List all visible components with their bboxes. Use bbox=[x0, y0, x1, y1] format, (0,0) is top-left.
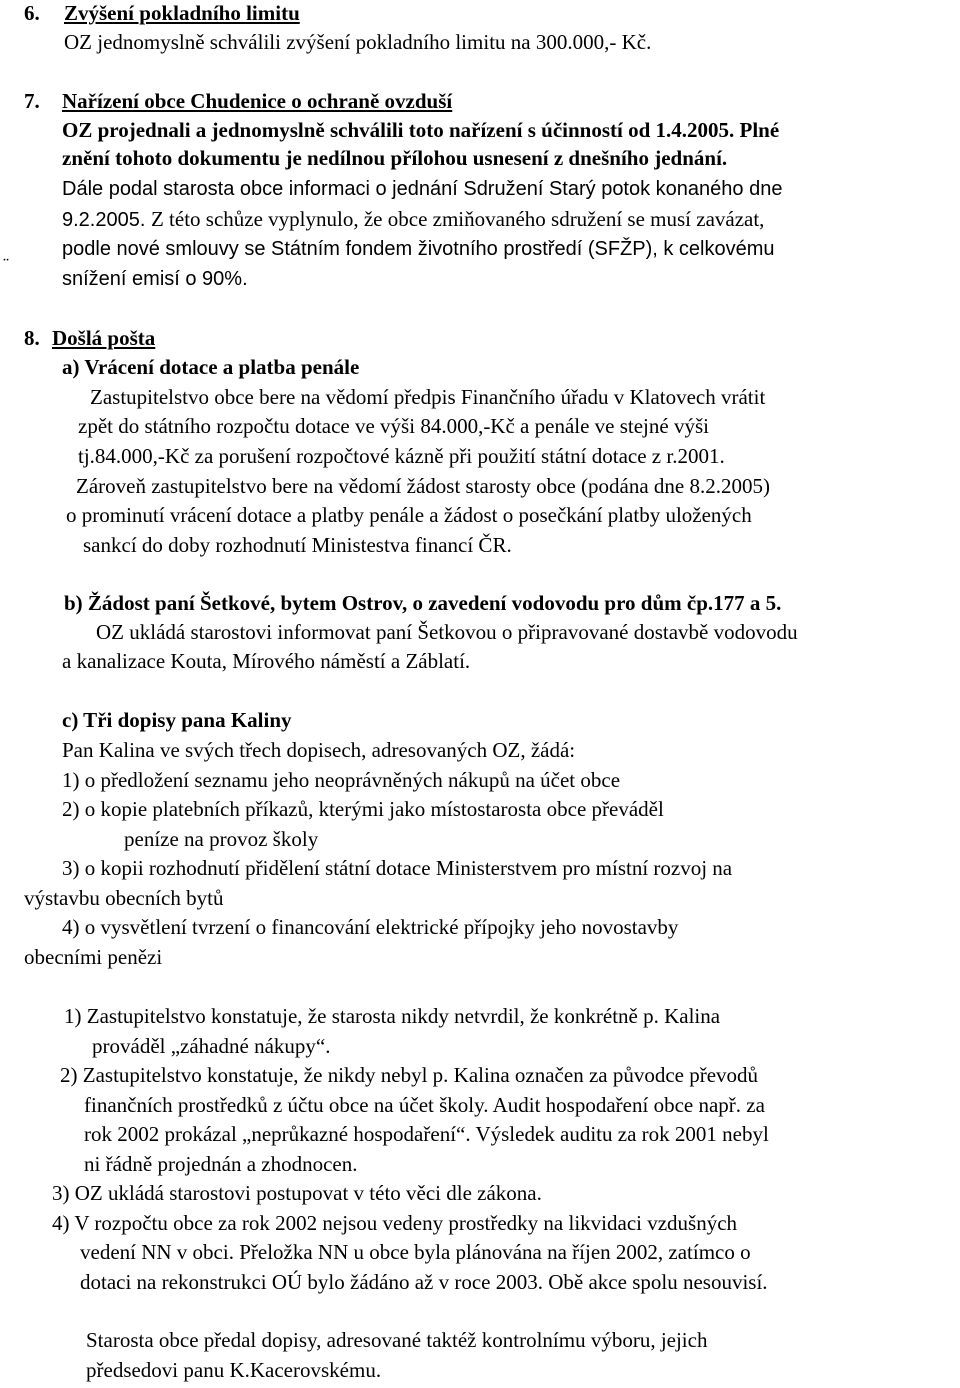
subsection-b-line: OZ ukládá starostovi informovat paní Šetkovou o připravované dostavbě vodovodu bbox=[96, 620, 798, 644]
answer-item: ni řádně projednán a zhodnocen. bbox=[84, 1152, 358, 1176]
section-7-line: snížení emisí o 90%. bbox=[62, 268, 248, 290]
request-item: 4) o vysvětlení tvrzení o financování elektrické přípojky jeho novostavby bbox=[62, 915, 679, 939]
stray-mark: ¨ bbox=[3, 254, 9, 274]
section-8-number: 8. bbox=[24, 326, 40, 350]
section-7-title: Nařízení obce Chudenice o ochraně ovzduší bbox=[62, 89, 453, 113]
section-7-date: 9.2.2005. bbox=[62, 209, 146, 231]
answer-item: vedení NN v obci. Přeložka NN u obce byla plánována na říjen 2002, zatímco o bbox=[80, 1240, 751, 1264]
section-7-date-text: Z této schůze vyplynulo, že obce zmiňovaného sdružení se musí zavázat, bbox=[150, 207, 765, 231]
subsection-a-line: Zastupitelstvo obce bere na vědomí předpis Finančního úřadu v Klatovech vrátit bbox=[90, 385, 766, 409]
section-7-line: podle nové smlouvy se Státním fondem životního prostředí (SFŽP), k celkovému bbox=[62, 238, 775, 260]
request-item: 3) o kopii rozhodnutí přidělení státní dotace Ministerstvem pro místní rozvoj na bbox=[62, 856, 733, 880]
request-item: peníze na provoz školy bbox=[124, 827, 319, 851]
section-6-number: 6. bbox=[24, 1, 40, 25]
answer-item: rok 2002 prokázal „neprůkazné hospodaření“. Výsledek auditu za rok 2001 nebyl bbox=[84, 1122, 769, 1146]
answer-item: finančních prostředků z účtu obce na účet školy. Audit hospodaření obce např. za bbox=[84, 1093, 765, 1117]
subsection-b-line: a kanalizace Kouta, Mírového náměstí a Záblatí. bbox=[62, 649, 471, 673]
section-6-title: Zvýšení pokladního limitu bbox=[64, 1, 300, 25]
subsection-a-line: sankcí do doby rozhodnutí Ministestva financí ČR. bbox=[83, 533, 512, 557]
subsection-a-line: zpět do státního rozpočtu dotace ve výši 84.000,-Kč a penále ve stejné výši bbox=[78, 414, 709, 438]
answer-item: 3) OZ ukládá starostovi postupovat v této věci dle zákona. bbox=[52, 1181, 542, 1205]
section-8-title: Došlá pošta bbox=[52, 326, 156, 350]
request-item: obecními penězi bbox=[24, 945, 163, 969]
answer-item: prováděl „záhadné nákupy“. bbox=[92, 1034, 331, 1058]
closing-note: předsedovi panu K.Kacerovskému. bbox=[86, 1358, 382, 1382]
subsection-c-heading: c) Tři dopisy pana Kaliny bbox=[62, 708, 292, 732]
section-7-line: znění tohoto dokumentu je nedílnou přílohou usnesení z dnešního jednání. bbox=[62, 146, 728, 170]
section-7-line: Dále podal starosta obce informaci o jednání Sdružení Starý potok konaného dne bbox=[62, 178, 783, 200]
section-7-line: OZ projednali a jednomyslně schválili toto nařízení s účinností od 1.4.2005. Plné bbox=[62, 118, 780, 142]
subsection-a-line: o prominutí vrácení dotace a platby penále a žádost o posečkání platby uložených bbox=[66, 503, 752, 527]
subsection-a-heading: a) Vrácení dotace a platba penále bbox=[62, 355, 360, 379]
closing-note: Starosta obce předal dopisy, adresované taktéž kontrolnímu výboru, jejich bbox=[86, 1328, 708, 1352]
section-6-text: OZ jednomyslně schválili zvýšení pokladního limitu na 300.000,- Kč. bbox=[64, 30, 652, 54]
request-item: výstavbu obecních bytů bbox=[24, 886, 224, 910]
answer-item: dotaci na rekonstrukci OÚ bylo žádáno až v roce 2003. Obě akce spolu nesouvisí. bbox=[80, 1270, 768, 1294]
answer-item: 2) Zastupitelstvo konstatuje, že nikdy nebyl p. Kalina označen za původce převodů bbox=[60, 1063, 759, 1087]
subsection-b-heading: b) Žádost paní Šetkové, bytem Ostrov, o zavedení vodovodu pro dům čp.177 a 5. bbox=[64, 591, 782, 615]
request-item: 2) o kopie platebních příkazů, kterými jako místostarosta obce převáděl bbox=[62, 797, 664, 821]
section-7-number: 7. bbox=[24, 89, 40, 113]
subsection-a-line: Zároveň zastupitelstvo bere na vědomí žádost starosty obce (podána dne 8.2.2005) bbox=[76, 474, 770, 498]
subsection-a-line: tj.84.000,-Kč za porušení rozpočtové kázně při použití státní dotace z r.2001. bbox=[78, 444, 725, 468]
subsection-c-intro: Pan Kalina ve svých třech dopisech, adresovaných OZ, žádá: bbox=[62, 738, 576, 762]
section-7-line bbox=[62, 209, 764, 230]
answer-item: 1) Zastupitelstvo konstatuje, že starosta nikdy netvrdil, že konkrétně p. Kalina bbox=[64, 1004, 721, 1028]
request-item: 1) o předložení seznamu jeho neoprávněných nákupů na účet obce bbox=[62, 768, 621, 792]
answer-item: 4) V rozpočtu obce za rok 2002 nejsou vedeny prostředky na likvidaci vzdušných bbox=[52, 1211, 738, 1235]
